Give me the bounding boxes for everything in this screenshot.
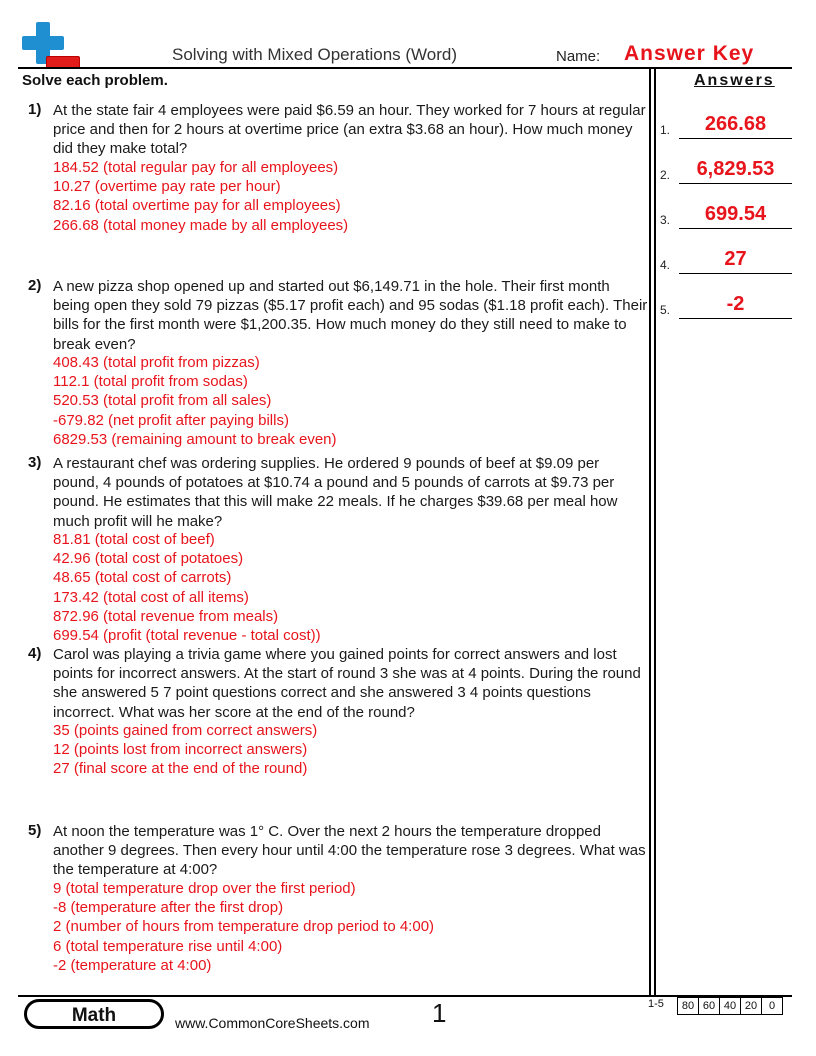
problem-text: At the state fair 4 employees were paid $6.59 an hour. They worked for 7 hours at regular price and then for 2 hours at overtime price (an extra $3.68 an hour). How much money did they make total? — [53, 102, 646, 158]
solution-step: 266.68 (total money made by all employees) — [53, 216, 349, 234]
answer-blank-5 — [660, 289, 792, 319]
solution-step: 699.54 (profit (total revenue - total cost)) — [53, 627, 321, 645]
answer-column-divider-inner — [654, 67, 656, 997]
answer-line — [679, 183, 792, 184]
solution-steps — [53, 158, 649, 235]
solution-step: 520.53 (total profit from all sales) — [53, 392, 272, 410]
answer-blank-4 — [660, 244, 792, 274]
answer-line — [679, 273, 792, 274]
solution-steps — [53, 721, 649, 779]
solution-step: 35 (points gained from correct answers) — [53, 722, 318, 739]
answer-value: 699.54 — [704, 203, 767, 225]
worksheet-title: Solving with Mixed Operations (Word) — [172, 45, 458, 64]
solution-step: 408.43 (total profit from pizzas) — [53, 354, 260, 371]
solution-step: 10.27 (overtime pay rate per hour) — [53, 178, 281, 196]
solution-step: 173.42 (total cost of all items) — [53, 588, 249, 606]
problem-text: A restaurant chef was ordering supplies. He ordered 9 pounds of beef at $9.09 per pound, 4 pounds of potatoes at $10.74 a pound and 5 pounds of carrots at $9.73 per pound. He estimates that this will make 22 meals. If he charges $39.68 per meal how much profit will he make? — [53, 455, 618, 530]
solution-step: 6 (total temperature rise until 4:00) — [53, 937, 283, 955]
score-cell: 0 — [761, 997, 783, 1015]
score-cell: 20 — [740, 997, 762, 1015]
score-cell: 80 — [677, 997, 699, 1015]
page-number: 1 — [432, 998, 447, 1028]
solution-steps — [53, 879, 649, 975]
answer-key-label: Answer Key — [624, 42, 755, 65]
solution-step: 9 (total temperature drop over the first period) — [53, 880, 356, 897]
answer-number: 1. — [660, 123, 671, 137]
answer-number: 5. — [660, 303, 671, 317]
solution-steps — [53, 530, 649, 645]
subject-label: Math — [71, 1005, 117, 1026]
solution-step: 81.81 (total cost of beef) — [53, 531, 215, 548]
solution-step: -8 (temperature after the first drop) — [53, 899, 284, 917]
solution-step: 112.1 (total profit from sodas) — [53, 373, 248, 391]
solution-steps — [53, 353, 649, 449]
solution-step: -2 (temperature at 4:00) — [53, 956, 212, 974]
problem-number: 2) — [28, 277, 42, 294]
score-range-label: 1-5 — [648, 998, 664, 1010]
problem-text: Carol was playing a trivia game where you gained points for correct answers and lost points for incorrect answers. At the start of round 3 she was at 4 points. During the round she answered 5 7 point questions correct and she answered 3 4 points questions incorrect. What was her score at the end of the round? — [53, 646, 641, 721]
problem-number: 5) — [28, 822, 42, 839]
site-url: www.CommonCoreSheets.com — [175, 1015, 370, 1031]
solution-step: 872.96 (total revenue from meals) — [53, 607, 279, 625]
answer-line — [679, 318, 792, 319]
solution-step: 184.52 (total regular pay for all employees) — [53, 159, 339, 176]
answer-line — [679, 228, 792, 229]
problem-number: 3) — [28, 454, 42, 471]
footer-divider — [18, 995, 792, 997]
solution-step: 27 (final score at the end of the round) — [53, 760, 308, 778]
answer-value: -2 — [726, 293, 745, 315]
answer-column-divider — [649, 67, 651, 997]
score-cell: 60 — [698, 997, 720, 1015]
answers-heading: Answers — [694, 72, 775, 89]
name-label: Name: — [556, 48, 601, 65]
solution-step: 48.65 (total cost of carrots) — [53, 569, 232, 587]
answer-blank-1 — [660, 109, 792, 139]
subject-badge — [24, 999, 164, 1029]
problem-number: 1) — [28, 101, 42, 118]
score-cell: 40 — [719, 997, 741, 1015]
score-table — [678, 997, 783, 1015]
solution-step: 2 (number of hours from temperature drop period to 4:00) — [53, 918, 435, 936]
instructions: Solve each problem. — [22, 72, 168, 89]
answer-number: 3. — [660, 213, 671, 227]
answer-blank-2 — [660, 154, 792, 184]
solution-step: -679.82 (net profit after paying bills) — [53, 411, 289, 429]
answer-blank-3 — [660, 199, 792, 229]
solution-step: 82.16 (total overtime pay for all employees) — [53, 197, 341, 215]
problem-text: At noon the temperature was 1° C. Over the next 2 hours the temperature dropped another 9 degrees. Then every hour until 4:00 the temperature rose 3 degrees. What was the temperature at 4:00? — [53, 823, 646, 879]
solution-step: 42.96 (total cost of potatoes) — [53, 550, 244, 568]
answer-value: 27 — [724, 248, 747, 270]
header-divider — [18, 67, 792, 69]
problem-text: A new pizza shop opened up and started out $6,149.71 in the hole. Their first month being open they sold 79 pizzas ($5.17 profit each) and 95 sodas ($1.18 profit each). Their bills for the first month were $1,200.35. How much money do they still need to make to break even? — [53, 278, 648, 353]
solution-step: 12 (points lost from incorrect answers) — [53, 741, 308, 759]
answer-value: 266.68 — [704, 113, 767, 135]
problem-number: 4) — [28, 645, 42, 662]
answer-number: 2. — [660, 168, 671, 182]
solution-step: 6829.53 (remaining amount to break even) — [53, 430, 337, 448]
answer-line — [679, 138, 792, 139]
answer-value: 6,829.53 — [696, 158, 775, 180]
answer-number: 4. — [660, 258, 671, 272]
